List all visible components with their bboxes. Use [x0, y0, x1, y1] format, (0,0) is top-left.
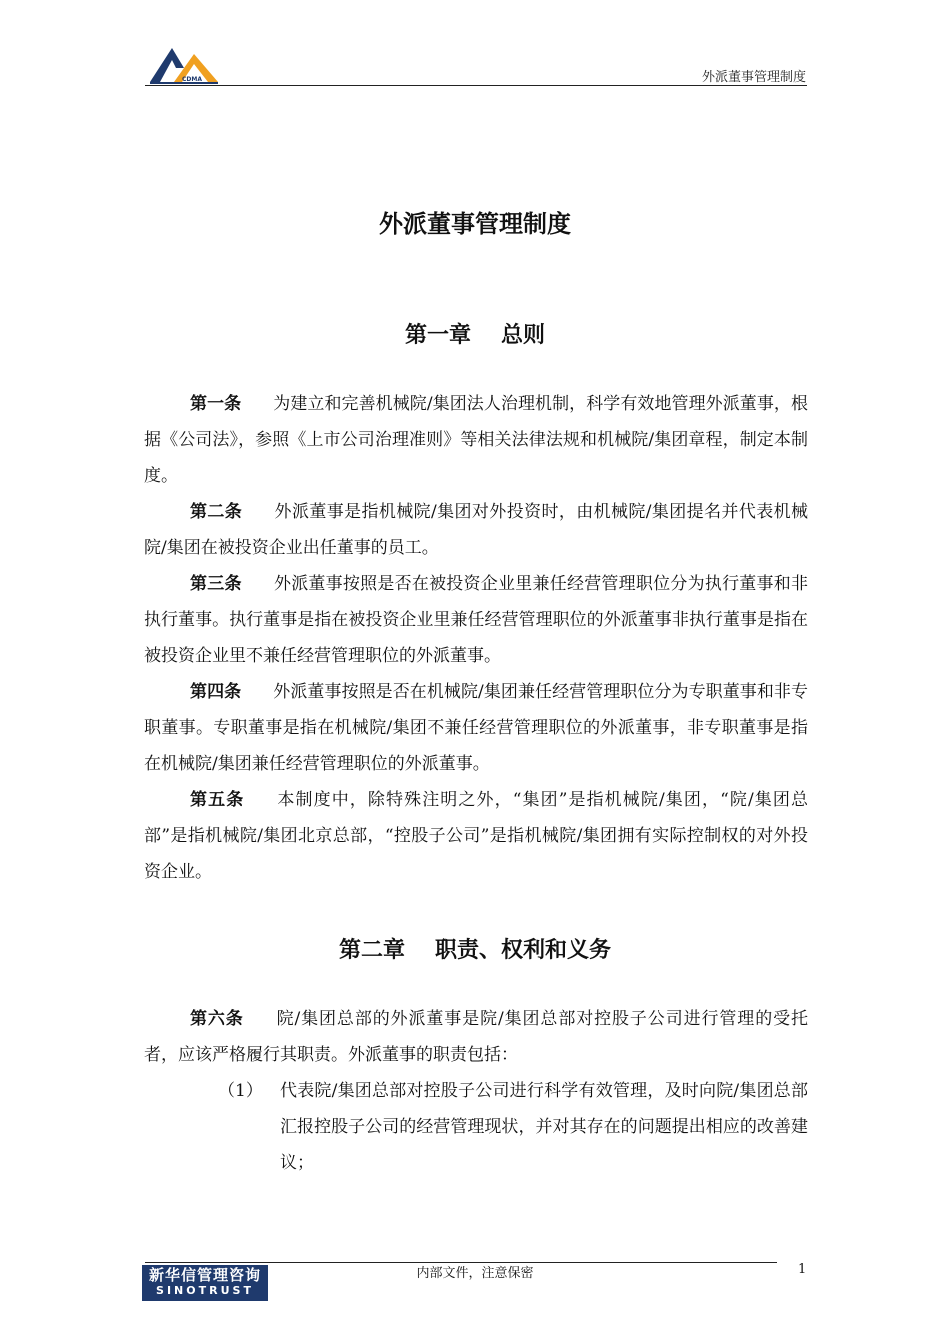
- footer-logo-cn: 新华信管理咨询: [148, 1266, 261, 1284]
- logo-text: CDMA: [182, 76, 202, 83]
- list-item-number: （1）: [218, 1081, 263, 1101]
- article: [144, 566, 808, 674]
- article-label: 第三条: [190, 574, 242, 594]
- article-text: 为建立和完善机械院/集团法人治理机制，科学有效地管理外派董事，根据《公司法》，参照《上市公司治理准则》等相关法律法规和机械院/集团章程，制定本制度。: [144, 394, 809, 486]
- article-text: 外派董事按照是否在被投资企业里兼任经营管理职位分为执行董事和非执行董事。执行董事是指在被投资企业里兼任经营管理职位的外派董事非执行董事是指在被投资企业里不兼任经营管理职位的外派董事。: [144, 574, 809, 666]
- article: [144, 674, 808, 782]
- chapter-number: 第二章: [338, 938, 405, 963]
- chapter-name: 总则: [501, 323, 546, 348]
- header-divider: [145, 85, 807, 86]
- article: [144, 386, 808, 494]
- header-title: 外派董事管理制度: [701, 70, 806, 85]
- article-label: 第五条: [190, 790, 245, 810]
- article-text: 院/集团总部的外派董事是院/集团总部对控股子公司进行管理的受托者，应该严格履行其职责。外派董事的职责包括：: [144, 1009, 808, 1065]
- confidential-note: 内部文件，注意保密: [416, 1266, 534, 1281]
- article-label: 第一条: [190, 394, 242, 414]
- company-logo: [148, 42, 220, 86]
- article-label: 第六条: [190, 1009, 244, 1029]
- chapter-heading: [0, 933, 950, 964]
- chapter-number: 第一章: [404, 323, 471, 348]
- page-number: 1: [798, 1262, 807, 1277]
- article-text: 本制度中，除特殊注明之外，“集团”是指机械院/集团，“院/集团总部”是指机械院/集团北京总部，“控股子公司”是指机械院/集团拥有实际控制权的对外投资企业。: [144, 790, 809, 882]
- article: [144, 494, 808, 566]
- chapter-heading: [0, 318, 950, 349]
- chapter-name: 职责、权利和义务: [435, 938, 612, 963]
- article-text: 外派董事按照是否在机械院/集团兼任经营管理职位分为专职董事和非专职董事。专职董事是指在机械院/集团不兼任经营管理职位的外派董事，非专职董事是指在机械院/集团兼任经营管理职位的外派董事。: [144, 682, 809, 774]
- list-item-text: 代表院/集团总部对控股子公司进行科学有效管理，及时向院/集团总部汇报控股子公司的经营管理现状，并对其存在的问题提出相应的改善建议；: [280, 1081, 808, 1173]
- footer-logo-en: SINOTRUST: [156, 1284, 254, 1297]
- article-label: 第二条: [190, 502, 243, 522]
- article-label: 第四条: [190, 682, 242, 702]
- document-title: 外派董事管理制度: [379, 210, 571, 238]
- list-item: [144, 1073, 808, 1181]
- article: [144, 782, 808, 890]
- article: [144, 1001, 808, 1073]
- article-text: 外派董事是指机械院/集团对外投资时，由机械院/集团提名并代表机械院/集团在被投资企业出任董事的员工。: [144, 502, 808, 558]
